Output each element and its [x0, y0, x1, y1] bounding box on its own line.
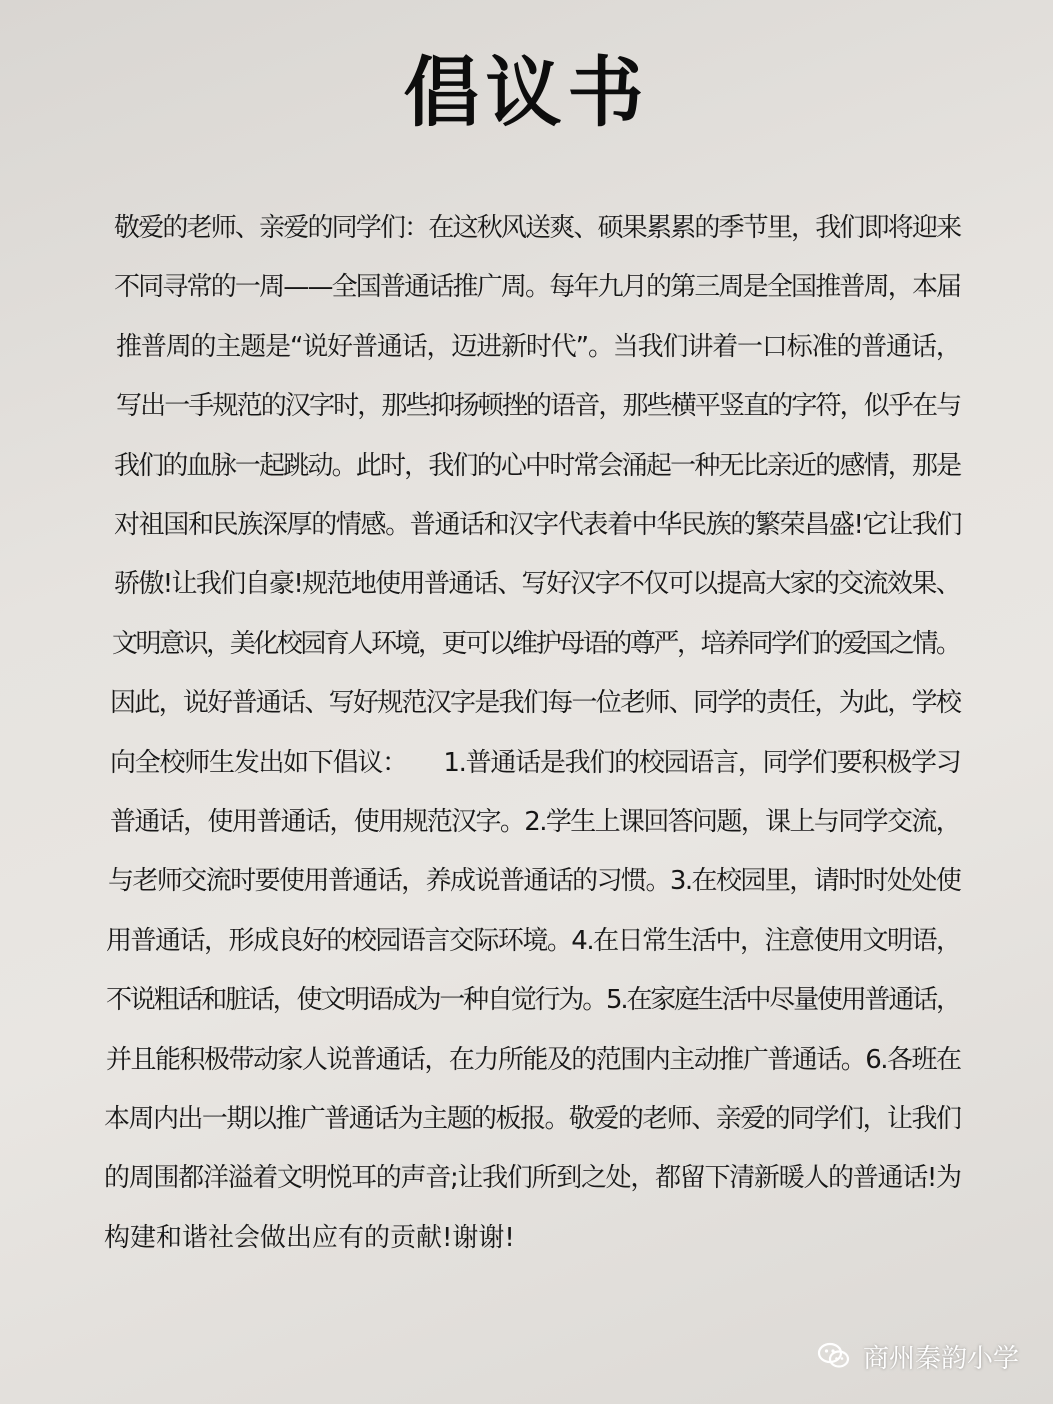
- body-line: 本周内出一期以推广普通话为主题的板报。敬爱的老师、亲爱的同学们，让我们: [104, 1104, 961, 1134]
- body-line: 与老师交流时要使用普通话，养成说普通话的习惯。3.在校园里，请时时处处使: [108, 866, 961, 896]
- body-line: 用普通话，形成良好的校园语言交际环境。4.在日常生活中，注意使用文明语，: [106, 926, 961, 956]
- body-line: 不说粗话和脏话，使文明语成为一种自觉行为。5.在家庭生活中尽量使用普通话，: [106, 985, 960, 1015]
- body-line: 我们的血脉一起跳动。此时，我们的心中时常会涌起一种无比亲近的感情，那是: [114, 451, 961, 481]
- body-line: 不同寻常的一周——全国普通话推广周。每年九月的第三周是全国推普周，本届: [114, 272, 961, 302]
- body-line: 因此，说好普通话、写好规范汉字是我们每一位老师、同学的责任，为此，学校: [110, 688, 961, 718]
- body-line: 向全校师生发出如下倡议： 1.普通话是我们的校园语言，同学们要积极学习: [110, 748, 961, 778]
- body-line: 的周围都洋溢着文明悦耳的声音;让我们所到之处，都留下清新暖人的普通话!为: [104, 1163, 961, 1193]
- body-line: 普通话，使用普通话，使用规范汉字。2.学生上课回答问题，课上与同学交流，: [110, 807, 961, 837]
- document-title: 倡议书: [403, 48, 650, 137]
- body-line: 写出一手规范的汉字时，那些抑扬顿挫的语音，那些横平竖直的字符，似乎在与: [116, 391, 961, 421]
- body-line: 文明意识，美化校园育人环境，更可以维护母语的尊严，培养同学们的爱国之情。: [112, 629, 960, 659]
- body-line: 对祖国和民族深厚的情感。普通话和汉字代表着中华民族的繁荣昌盛!它让我们: [114, 510, 962, 540]
- watermark: [817, 1338, 1019, 1374]
- wechat-icon: [817, 1339, 851, 1373]
- body-line: 骄傲!让我们自豪!规范地使用普通话、写好汉字不仅可以提高大家的交流效果、: [114, 569, 961, 599]
- body-line: 构建和谐社会做出应有的贡献!谢谢!: [104, 1223, 515, 1253]
- body-line: 推普周的主题是“说好普通话，迈进新时代”。当我们讲着一口标准的普通话，: [116, 332, 961, 362]
- body-line: 并且能积极带动家人说普通话，在力所能及的范围内主动推广普通话。6.各班在: [106, 1045, 961, 1075]
- watermark-text: 商州秦韵小学: [862, 1343, 1019, 1374]
- body-line: 敬爱的老师、亲爱的同学们：在这秋风送爽、硕果累累的季节里，我们即将迎来: [114, 213, 961, 243]
